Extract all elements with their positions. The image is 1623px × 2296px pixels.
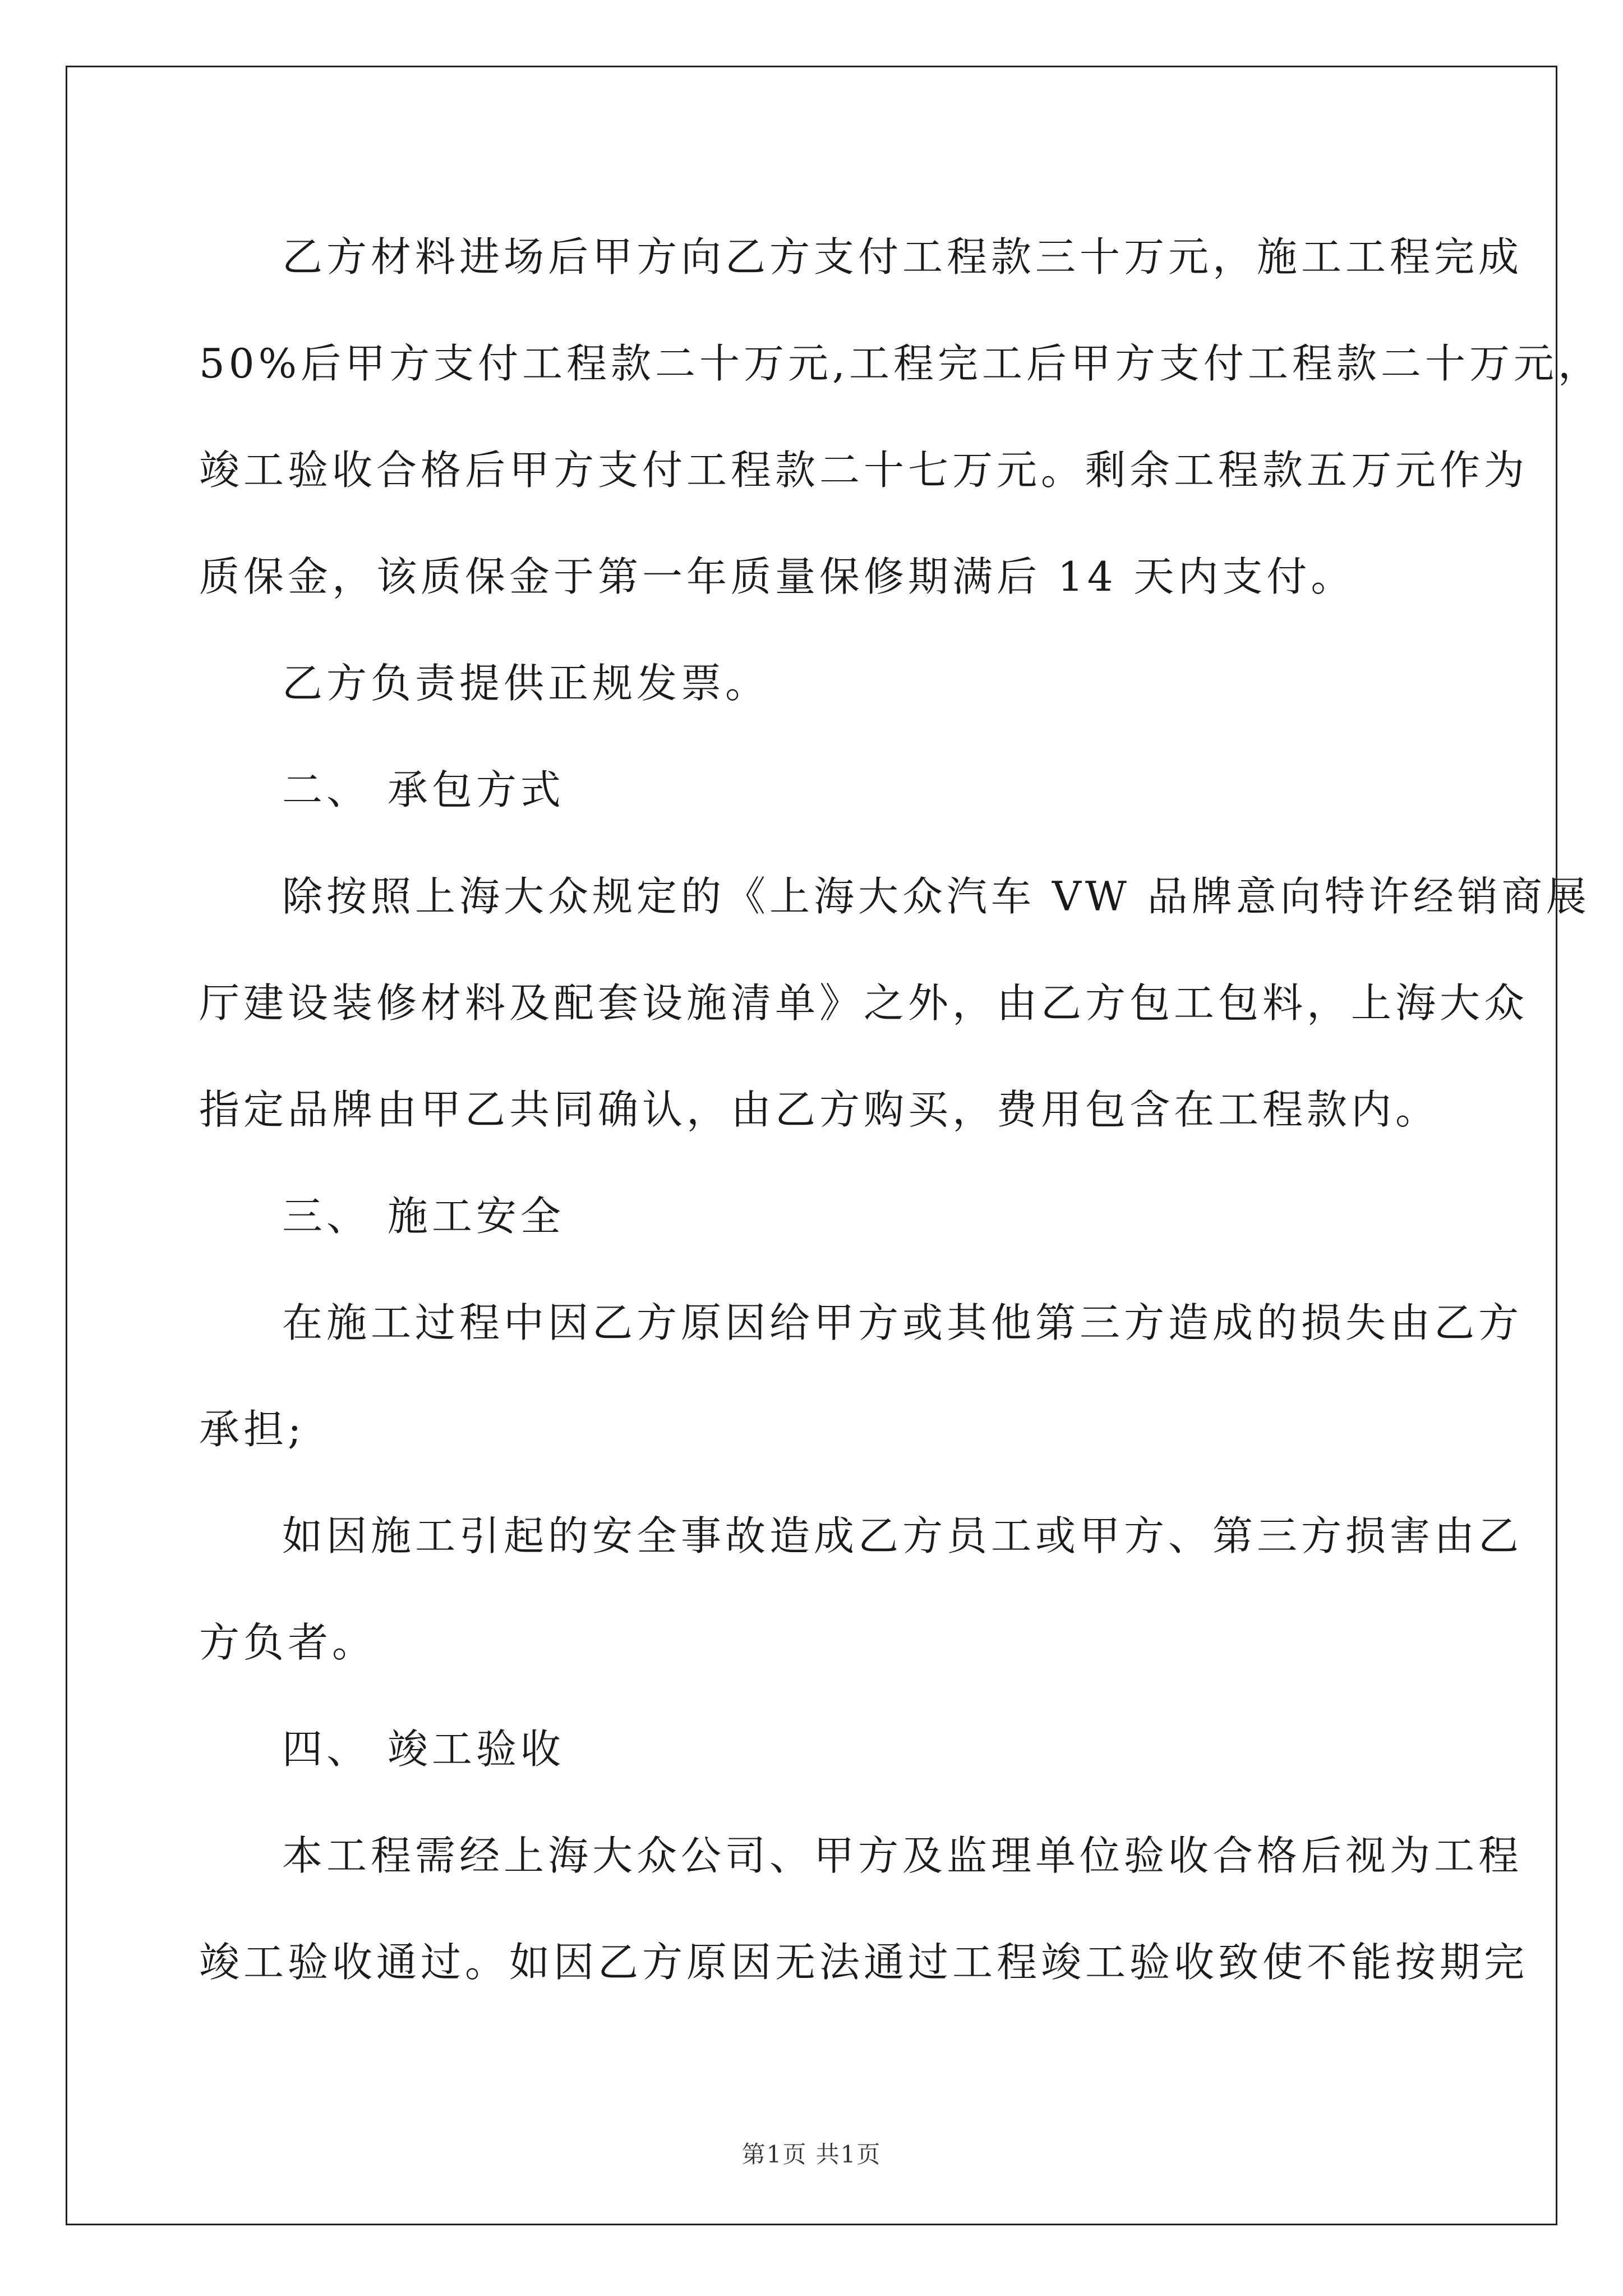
paragraph-line: 除按照上海大众规定的《上海大众汽车 VW 品牌意向特许经销商展 (282, 873, 1590, 920)
paragraph-line: 50%后甲方支付工程款二十万元,工程完工后甲方支付工程款二十万元， (199, 340, 1602, 387)
paragraph-line: 承担; (199, 1406, 306, 1453)
paragraph-line: 在施工过程中因乙方原因给甲方或其他第三方造成的损失由乙方 (282, 1299, 1523, 1346)
paragraph-line: 竣工验收合格后甲方支付工程款二十七万元。剩余工程款五万元作为 (199, 447, 1529, 494)
paragraph-line: 本工程需经上海大众公司、甲方及监理单位验收合格后视为工程 (282, 1832, 1523, 1879)
section-heading: 三、 施工安全 (282, 1193, 565, 1240)
section-heading: 四、 竣工验收 (282, 1726, 565, 1773)
paragraph-line: 指定品牌由甲乙共同确认，由乙方购买，费用包含在工程款内。 (199, 1086, 1440, 1133)
paragraph-line: 竣工验收通过。如因乙方原因无法通过工程竣工验收致使不能按期完 (199, 1939, 1529, 1986)
paragraph-line: 厅建设装修材料及配套设施清单》之外，由乙方包工包料，上海大众 (199, 979, 1529, 1027)
paragraph-line: 方负者。 (199, 1619, 377, 1666)
section-heading: 二、 承包方式 (282, 766, 565, 813)
paragraph-line: 质保金，该质保金于第一年质量保修期满后 14 天内支付。 (199, 553, 1355, 600)
paragraph-line: 如因施工引起的安全事故造成乙方员工或甲方、第三方损害由乙 (282, 1512, 1523, 1559)
paragraph-line: 乙方负责提供正规发票。 (282, 660, 770, 707)
page-footer: 第1页 共1页 (741, 2141, 882, 2168)
page-border (66, 66, 1557, 2225)
paragraph-line: 乙方材料进场后甲方向乙方支付工程款三十万元，施工工程完成 (282, 233, 1523, 280)
